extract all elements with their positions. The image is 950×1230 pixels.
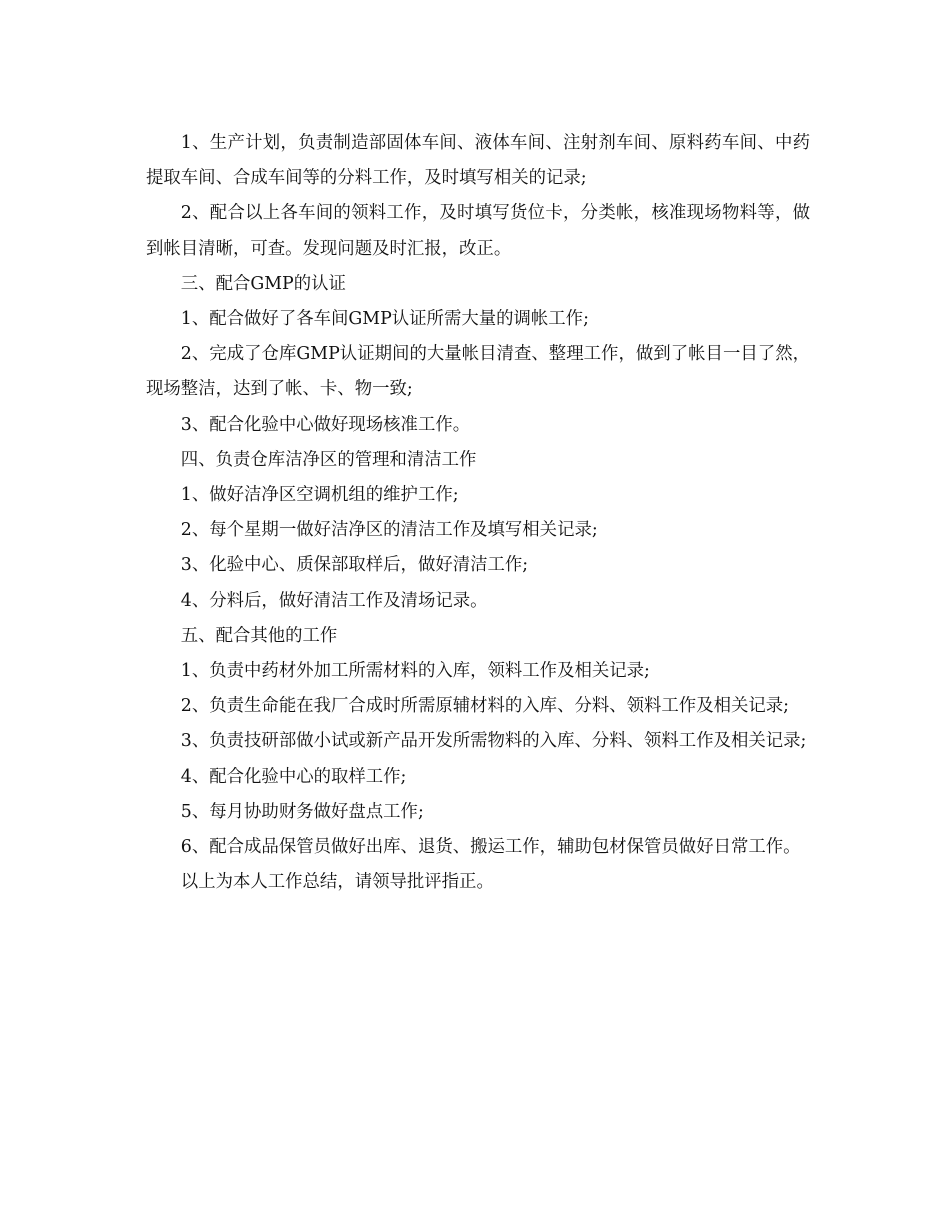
paragraph-cleanroom-1: 1、做好洁净区空调机组的维护工作; (180, 485, 459, 506)
document-body (146, 126, 810, 900)
paragraph-other-4: 4、配合化验中心的取样工作; (180, 766, 407, 787)
paragraph-cleanroom-4: 4、分料后，做好清洁工作及清场记录。 (180, 590, 488, 611)
paragraph-other-6: 6、配合成品保管员做好出库、退货、搬运工作，辅助包材保管员做好日常工作。 (180, 837, 801, 858)
paragraph-gmp-3: 3、配合化验中心做好现场核准工作。 (180, 414, 471, 435)
section-heading-gmp: 三、配合GMP的认证 (180, 273, 346, 294)
paragraph-cleanroom-3: 3、化验中心、质保部取样后，做好清洁工作; (180, 555, 529, 576)
paragraph-gmp-1: 1、配合做好了各车间GMP认证所需大量的调帐工作; (180, 309, 589, 330)
section-heading-cleanroom: 四、负责仓库洁净区的管理和清洁工作 (180, 449, 477, 470)
paragraph-other-5: 5、每月协助财务做好盘点工作; (180, 801, 424, 822)
paragraph-other-3: 3、负责技研部做小试或新产品开发所需物料的入库、分料、领料工作及相关记录; (180, 731, 807, 752)
paragraph-other-1: 1、负责中药材外加工所需材料的入库，领料工作及相关记录; (180, 661, 650, 682)
paragraph-other-2: 2、负责生命能在我厂合成时所需原辅材料的入库、分料、领料工作及相关记录; (180, 696, 790, 717)
paragraph-cleanroom-2: 2、每个星期一做好洁净区的清洁工作及填写相关记录; (180, 520, 598, 541)
section-heading-other: 五、配合其他的工作 (180, 625, 338, 646)
paragraph-requisition: 2、配合以上各车间的领料工作，及时填写货位卡，分类帐，核准现场物料等，做到帐目清晰，可查。发现问题及时汇报，改正。 (146, 203, 810, 259)
closing-statement: 以上为本人工作总结，请领导批评指正。 (180, 872, 494, 893)
paragraph-gmp-2: 2、完成了仓库GMP认证期间的大量帐目清查、整理工作，做到了帐目一目了然，现场整洁，达到了帐、卡、物一致; (146, 344, 810, 400)
paragraph-production-plan: 1、生产计划，负责制造部固体车间、液体车间、注射剂车间、原料药车间、中药提取车间、合成车间等的分料工作，及时填写相关的记录; (146, 133, 810, 189)
